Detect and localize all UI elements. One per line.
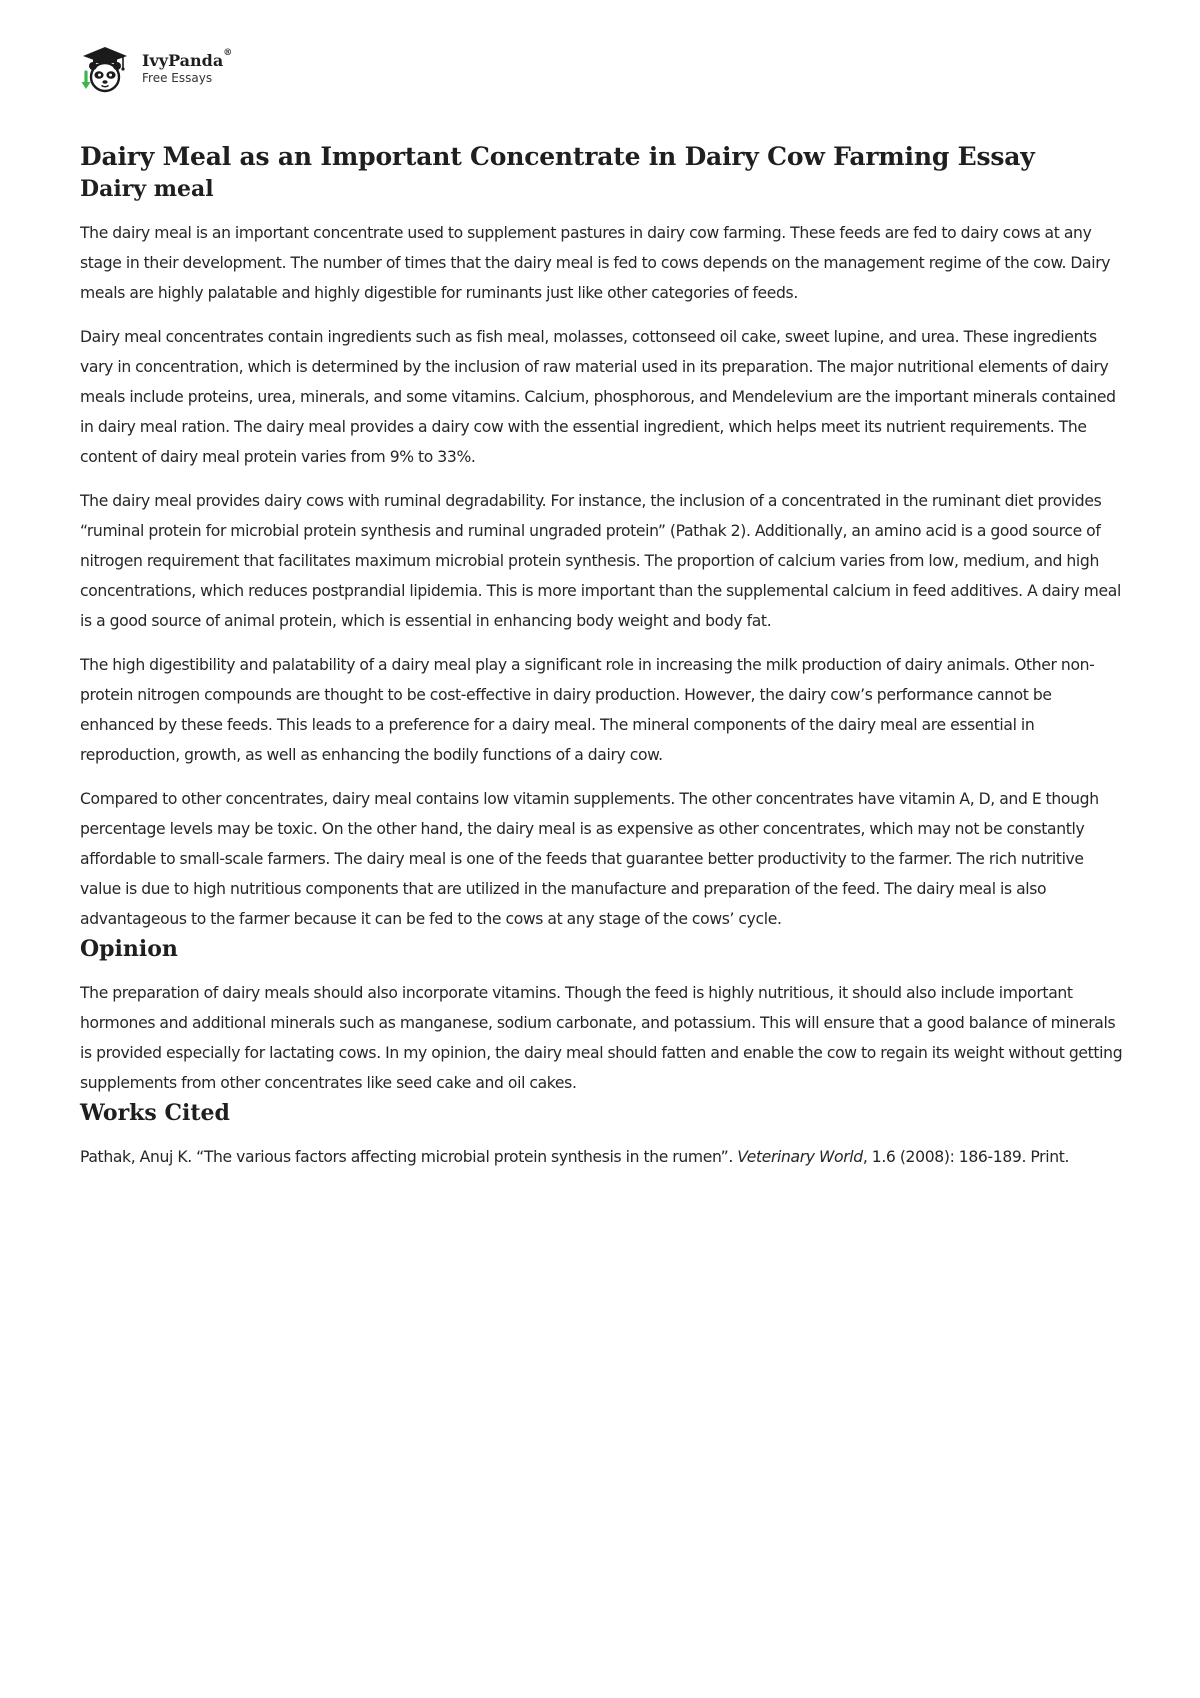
paragraph: The dairy meal provides dairy cows with ruminal degradability. For instance, the inclusion of a concentrated in the ruminant diet provides “ruminal protein for microbial protein synthesis and ruminal ungraded protein” (Pathak 2). Additionally, an amino acid is a good source of nitrogen requirement that facilitates maximum microbial protein synthesis. The proportion of calcium varies from low, medium, and high concentrations, which reduces postprandial lipidemia. This is more important than the supplemental calcium in feed additives. A dairy meal is a good source of animal protein, which is essential in enhancing body weight and body fat. [80, 492, 1121, 630]
brand-text [142, 48, 233, 86]
brand-header[interactable] [80, 44, 1126, 94]
citation-entry [80, 1142, 1126, 1172]
registered-mark: ® [223, 48, 233, 58]
citation-details: , 1.6 (2008): 186-189. Print. [862, 1148, 1070, 1166]
citation-text: Pathak, Anuj K. “The various factors affecting microbial protein synthesis in the rumen”. [80, 1148, 738, 1166]
section-heading-dairy-meal: Dairy meal [80, 176, 214, 202]
section-heading-works-cited: Works Cited [80, 1100, 230, 1126]
paragraph: Compared to other concentrates, dairy meal contains low vitamin supplements. The other concentrates have vitamin A, D, and E though percentage levels may be toxic. On the other hand, the dairy meal is as expensive as other concentrates, which may not be constantly affordable to small-scale farmers. The dairy meal is one of the feeds that guarantee better productivity to the farmer. The rich nutritive value is due to high nutritious components that are utilized in the manufacture and preparation of the feed. The dairy meal is also advantageous to the farmer because it can be fed to the cows at any stage of the cows’ cycle. [80, 790, 1099, 928]
paragraph: The preparation of dairy meals should also incorporate vitamins. Though the feed is highly nutritious, it should also include important hormones and additional minerals such as manganese, sodium carbonate, and potassium. This will ensure that a good balance of minerals is provided especially for lactating cows. In my opinion, the dairy meal should fatten and enable the cow to regain its weight without getting supplements from other concentrates like seed cake and oil cakes. [80, 984, 1123, 1092]
section-heading-opinion: Opinion [80, 936, 178, 962]
citation-journal: Veterinary World [737, 1148, 863, 1166]
brand-tagline: Free Essays [142, 71, 213, 85]
page-title: Dairy Meal as an Important Concentrate in Dairy Cow Farming Essay [80, 142, 1035, 171]
brand-name: IvyPanda® [142, 48, 233, 70]
paragraph: Dairy meal concentrates contain ingredients such as fish meal, molasses, cottonseed oil cake, sweet lupine, and urea. These ingredients vary in concentration, which is determined by the inclusion of raw material used in its preparation. The major nutritional elements of dairy meals include proteins, urea, minerals, and some vitamins. Calcium, phosphorous, and Mendelevium are the important minerals contained in dairy meal ration. The dairy meal provides a dairy cow with the essential ingredient, which helps meet its nutrient requirements. The content of dairy meal protein varies from 9% to 33%. [80, 328, 1116, 466]
paragraph: The high digestibility and palatability of a dairy meal play a significant role in increasing the milk production of dairy animals. Other non-protein nitrogen compounds are thought to be cost-effective in dairy production. However, the dairy cow’s performance cannot be enhanced by these feeds. This leads to a preference for a dairy meal. The mineral components of the dairy meal are essential in reproduction, growth, as well as enhancing the bodily functions of a dairy cow. [80, 656, 1095, 764]
essay-page [80, 44, 1126, 1172]
panda-graduate-icon [80, 44, 130, 94]
paragraph: The dairy meal is an important concentrate used to supplement pastures in dairy cow farming. These feeds are fed to dairy cows at any stage in their development. The number of times that the dairy meal is fed to cows depends on the management regime of the cow. Dairy meals are highly palatable and highly digestible for ruminants just like other categories of feeds. [80, 224, 1111, 302]
